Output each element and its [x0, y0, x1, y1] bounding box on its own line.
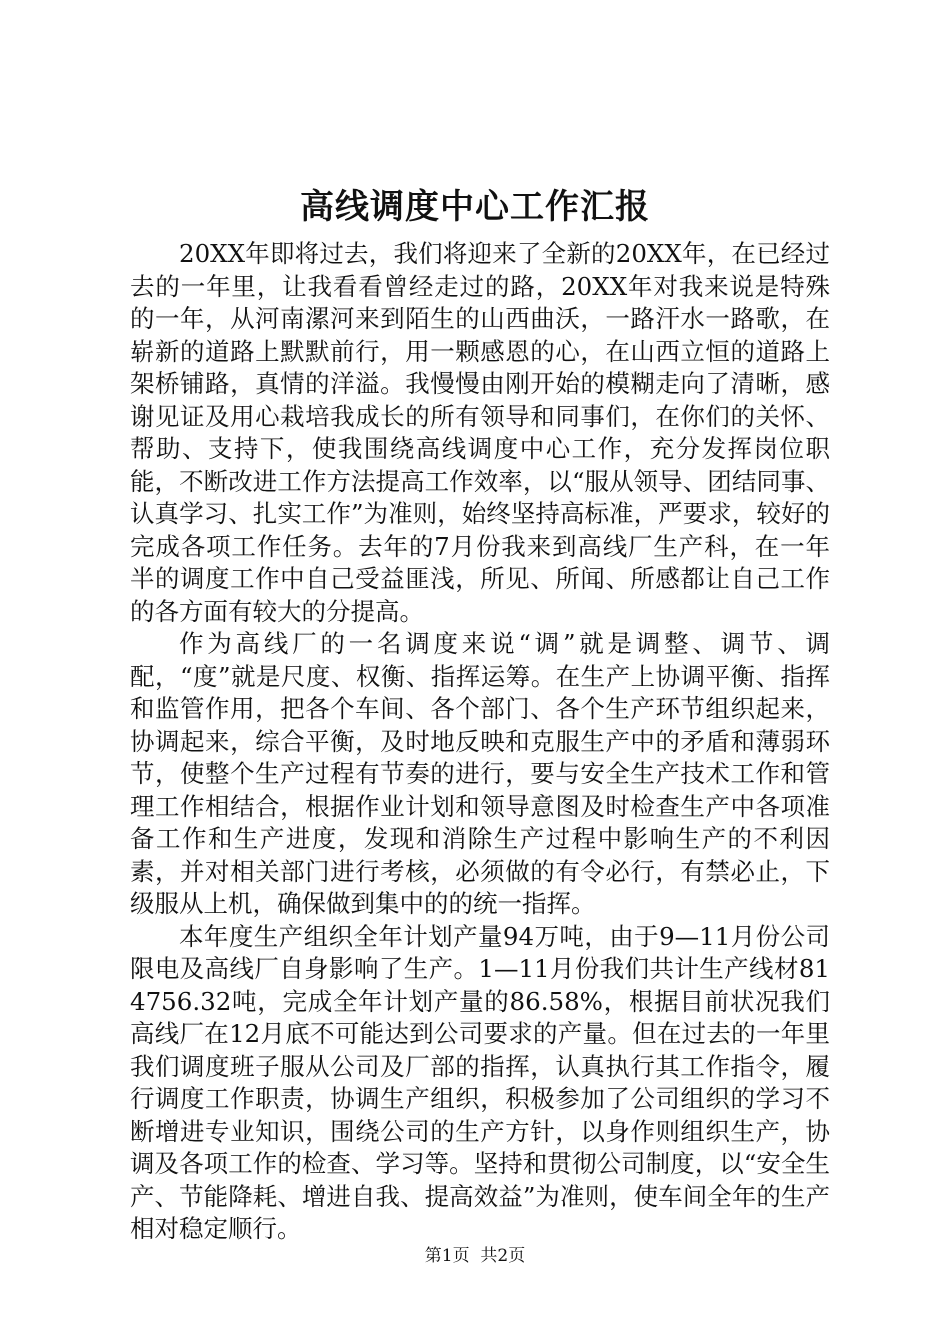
- paragraph-3: 本年度生产组织全年计划产量94万吨，由于9—11月份公司限电及高线厂自身影响了生产。1—11月份我们共计生产线材814756.32吨，完成全年计划产量的86.58%，根据目前状况我们高线厂在12月底不可能达到公司要求的产量。但在过去的一年里我们调度班子服从公司及厂部的指挥，认真执行其工作指令，履行调度工作职责，协调生产组织，积极参加了公司组织的学习不断增进专业知识，围绕公司的生产方针，以身作则组织生产，协调及各项工作的检查、学习等。坚持和贯彻公司制度，以“安全生产、节能降耗、增进自我、提高效益”为准则，使车间全年的生产相对稳定顺行。: [130, 921, 830, 1243]
- document-body: [130, 238, 830, 1246]
- paragraph-1: 20XX年即将过去，我们将迎来了全新的20XX年，在已经过去的一年里，让我看看曾经走过的路，20XX年对我来说是特殊的一年，从河南漯河来到陌生的山西曲沃，一路汗水一路歌，在崭新的道路上默默前行，用一颗感恩的心，在山西立恒的道路上架桥铺路，真情的洋溢。我慢慢由刚开始的模糊走向了清晰，感谢见证及用心栽培我成长的所有领导和同事们，在你们的关怀、帮助、支持下，使我围绕高线调度中心工作，充分发挥岗位职能，不断改进工作方法提高工作效率，以“服从领导、团结同事、认真学习、扎实工作”为准则，始终坚持高标准，严要求，较好的完成各项工作任务。去年的7月份我来到高线厂生产科，在一年半的调度工作中自己受益匪浅，所见、所闻、所感都让自己工作的各方面有较大的分提高。: [130, 239, 830, 626]
- paragraph-2: 作为高线厂的一名调度来说“调”就是调整、调节、调配，“度”就是尺度、权衡、指挥运筹。在生产上协调平衡、指挥和监管作用，把各个车间、各个部门、各个生产环节组织起来，协调起来，综合平衡，及时地反映和克服生产中的矛盾和薄弱环节，使整个生产过程有节奏的进行，要与安全生产技术工作和管理工作相结合，根据作业计划和领导意图及时检查生产中各项准备工作和生产进度，发现和消除生产过程中影响生产的不利因素，并对相关部门进行考核，必须做的有令必行，有禁必止，下级服从上机，确保做到集中的的统一指挥。: [130, 629, 830, 918]
- document-title: 高线调度中心工作汇报: [300, 187, 650, 227]
- page-number-footer: 第1页 共2页: [424, 1246, 526, 1266]
